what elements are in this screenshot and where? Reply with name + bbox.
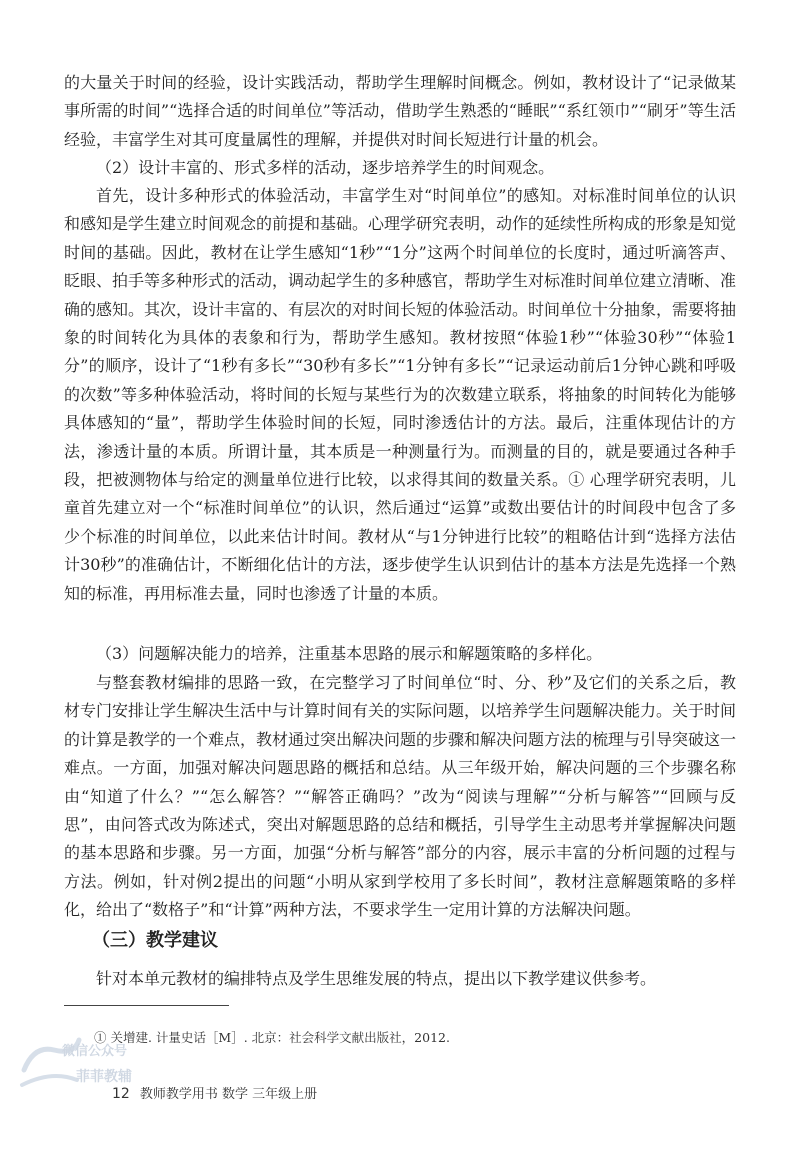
section-heading-teaching-suggestions: （三）教学建议 (92, 930, 218, 951)
watermark-line1: 微信公众号 (62, 1044, 128, 1059)
book-title: 教师教学用书 数学 三年级上册 (139, 1087, 318, 1102)
subheading-activities: （2）设计丰富的、形式多样的活动，逐步培养学生的时间观念。 (96, 158, 555, 177)
footnote-divider (64, 1005, 229, 1006)
paragraph-suggestions-intro: 针对本单元教材的编排特点及学生思维发展的特点，提出以下教学建议供参考。 (96, 969, 657, 988)
paragraph-time-experience: 的大量关于时间的经验，设计实践活动，帮助学生理解时间概念。例如，教材设计了“记录做某事所需的时间”“选择合适的时间单位”等活动，借助学生熟悉的“睡眠”“系红领巾”“刷牙”等生活经验，丰富学生对其可度量属性的理解，并提供对时间长短进行计量的机会。 (64, 73, 736, 149)
footnote: ① 关增建. 计量史话［M］. 北京：社会科学文献出版社，2012. (94, 1030, 450, 1045)
paragraph-experience-activities: 首先，设计多种形式的体验活动，丰富学生对“时间单位”的感知。对标准时间单位的认识和感知是学生建立时间观念的前提和基础。心理学研究表明，动作的延续性所构成的形象是知觉时间的基础。因此，教材在让学生感知“1秒”“1分”这两个时间单位的长度时，通过听滴答声、眨眼、拍手等多种形式的活动，调动起学生的多种感官，帮助学生对标准时间单位建立清晰、准确的感知。其次，设计丰富的、有层次的对时间长短的体验活动。时间单位十分抽象，需要将抽象的时间转化为具体的表象和行为，帮助学生感知。教材按照“体验1秒”“体验30秒”“体验1分”的顺序，设计了“1秒有多长”“30秒有多长”“1分钟有多长”“记录运动前后1分钟心跳和呼吸的次数”等多种体验活动，将时间的长短与某些行为的次数建立联系，将抽象的时间转化为能够具体感知的“量”，帮助学生体验时间的长短，同时渗透估计的方法。最后，注重体现估计的方法，渗透计量的本质。所谓计量，其本质是一种测量行为。而测量的目的，就是要通过各种手段，把被测物体与给定的测量单位进行比较，以求得其间的数量关系。① 心理学研究表明，儿童首先建立对一个“标准时间单位”的认识，然后通过“运算”或数出要估计的时间段中包含了多少个标准的时间单位，以此来估计时间。教材从“与1分钟进行比较”的粗略估计到“选择方法估计30秒”的准确估计，不断细化估计的方法，逐步使学生认识到估计的基本方法是先选择一个熟知的标准，再用标准去量，同时也渗透了计量的本质。 (64, 186, 737, 603)
watermark-line2: 菲菲教辅 (76, 1069, 132, 1085)
page-footer (112, 1083, 317, 1102)
page-number: 12 (112, 1086, 130, 1102)
subheading-problem-solving: （3）问题解决能力的培养，注重基本思路的展示和解题策略的多样化。 (96, 644, 603, 663)
paragraph-problem-solving: 与整套教材编排的思路一致，在完整学习了时间单位“时、分、秒”及它们的关系之后，教材专门安排让学生解决生活中与计算时间有关的实际问题，以培养学生问题解决能力。关于时间的计算是教学的一个难点，教材通过突出解决问题的步骤和解决问题方法的梳理与引导突破这一难点。一方面，加强对解决问题思路的概括和总结。从三年级开始，解决问题的三个步骤名称由“知道了什么？”“怎么解答？”“解答正确吗？”改为“阅读与理解”“分析与解答”“回顾与反思”，由问答式改为陈述式，突出对解题思路的总结和概括，引导学生主动思考并掌握解决问题的基本思路和步骤。另一方面，加强“分析与解答”部分的内容，展示丰富的分析问题的过程与方法。例如，针对例2提出的问题“小明从家到学校用了多长时间”，教材注意解题策略的多样化，给出了“数格子”和“计算”两种方法，不要求学生一定用计算的方法解决问题。 (64, 673, 737, 920)
